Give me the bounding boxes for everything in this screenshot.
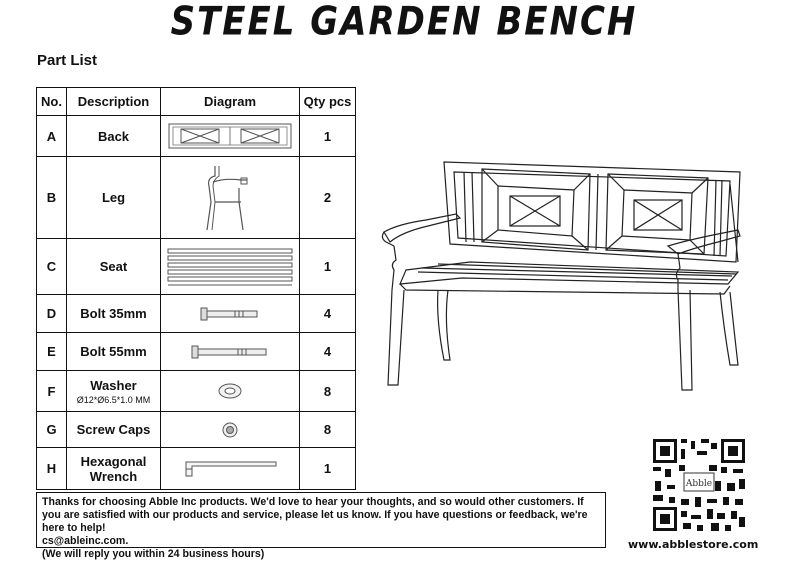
header-qty: Qty pcs [300,88,356,116]
row-no: H [37,448,67,490]
footer-email[interactable]: cs@ableinc.com. [42,535,129,547]
part-list-heading: Part List [37,52,98,69]
row-description: Leg [67,157,161,239]
header-diagram: Diagram [161,88,300,116]
row-no: B [37,157,67,239]
table-row [37,116,356,157]
row-qty: 1 [300,116,356,157]
row-no: A [37,116,67,157]
footer-reply-note: (We will reply you within 24 business hours) [42,548,265,560]
row-description: Bolt 55mm [67,333,161,371]
row-no: F [37,371,67,412]
hex-wrench-icon [178,456,282,482]
row-no: G [37,412,67,448]
bench-illustration [378,150,748,395]
row-qty: 4 [300,295,356,333]
table-row [37,371,356,412]
bolt-short-icon [195,306,265,322]
table-row [37,157,356,239]
screw-cap-icon [218,420,242,440]
washer-icon [215,381,245,401]
table-row [37,333,356,371]
row-no: D [37,295,67,333]
row-no: E [37,333,67,371]
row-description: Seat [67,239,161,295]
store-url[interactable]: www.abblestore.com [628,538,759,551]
table-header-row [37,88,356,116]
bolt-long-icon [188,344,272,360]
row-qty: 4 [300,333,356,371]
row-qty: 2 [300,157,356,239]
row-description: Washer [90,377,137,393]
footer-note [36,492,606,560]
row-qty: 8 [300,412,356,448]
parts-table [36,87,356,490]
table-row [37,412,356,448]
table-row [37,448,356,490]
seat-slats-icon [164,245,296,289]
footer-thanks: Thanks for choosing Abble Inc products. We'd love to hear your thoughts, and so would other customers. If you are satisfied with our products and service, please let us know. If you have questions or feedback, we're here to help! [42,496,588,534]
leg-icon [195,162,265,234]
row-qty: 1 [300,448,356,490]
row-description: Back [67,116,161,157]
qr-logo-text: Abble [685,479,713,489]
table-row [37,295,356,333]
washer-dimensions: Ø12*Ø6.5*1.0 MM [76,394,151,405]
row-description: Hexagonal Wrench [67,448,161,490]
page-title: STEEL GARDEN BENCH [170,0,638,45]
header-description: Description [67,88,161,116]
row-description: Bolt 35mm [67,295,161,333]
row-qty: 8 [300,371,356,412]
qr-code [651,437,747,533]
row-qty: 1 [300,239,356,295]
table-row [37,239,356,295]
row-no: C [37,239,67,295]
row-description: Screw Caps [67,412,161,448]
header-no: No. [37,88,67,116]
back-panel-icon [167,121,293,151]
